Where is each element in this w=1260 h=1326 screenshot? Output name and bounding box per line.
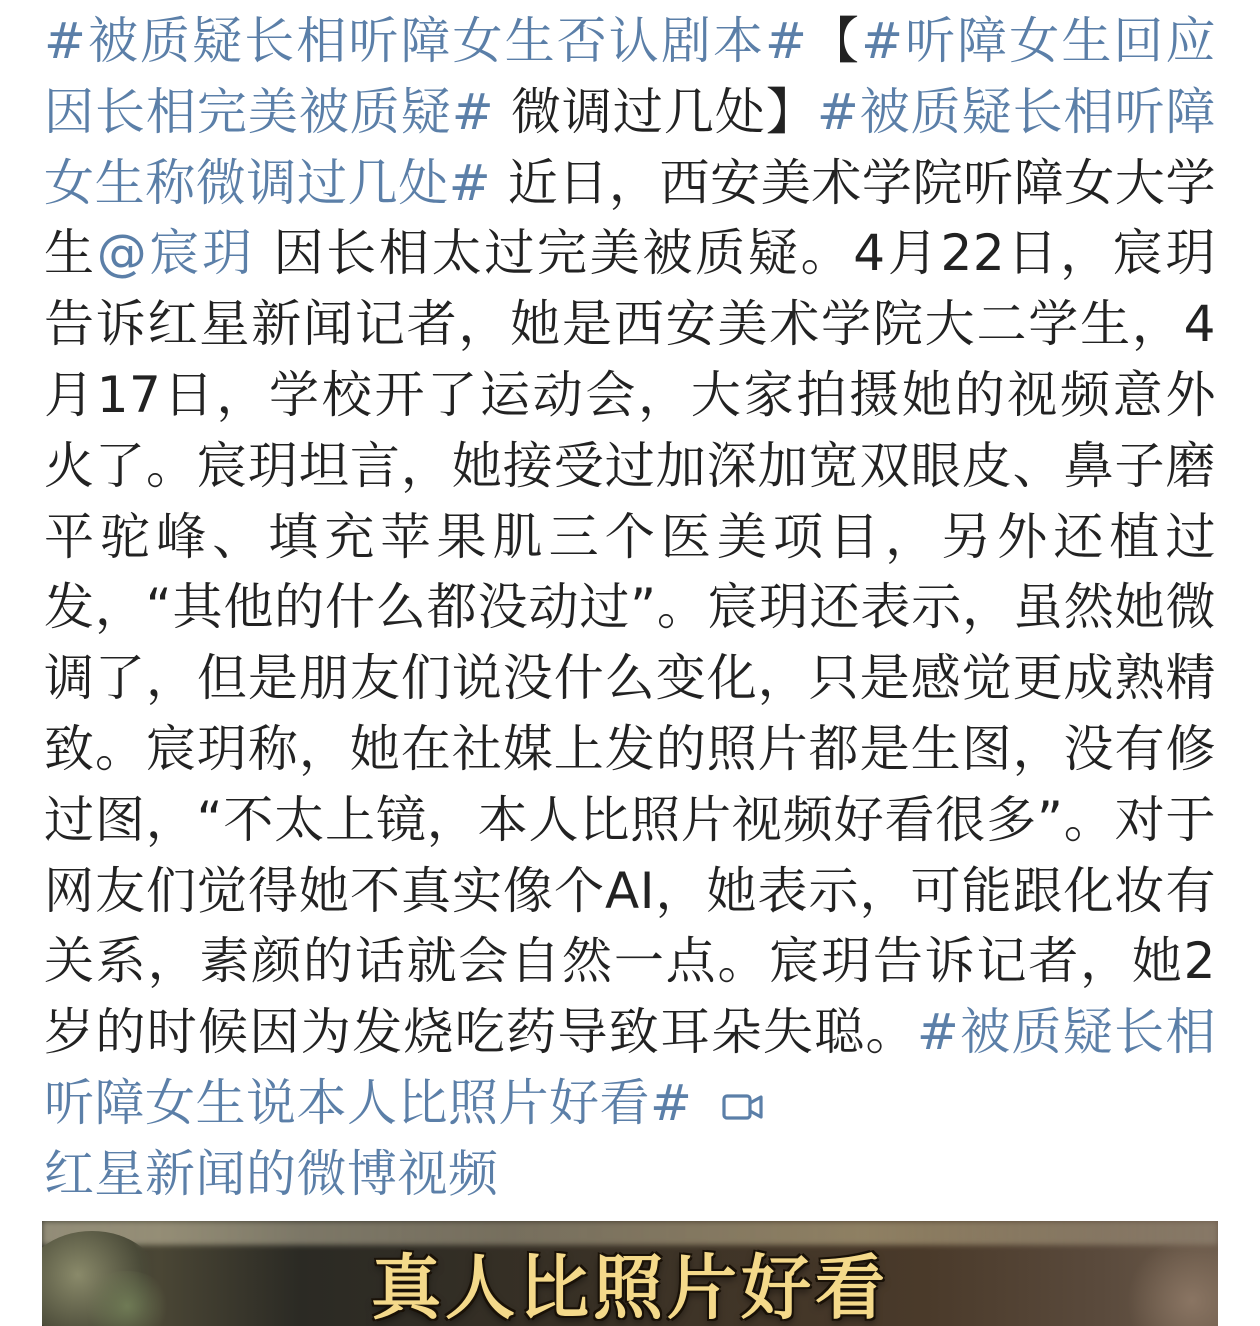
body-text: 近日，西安美术学院听障女大学生 xyxy=(44,153,1216,283)
video-camera-icon[interactable] xyxy=(722,1092,764,1122)
body-text: 因长相太过完美被质疑。4月22日，宸玥告诉红星新闻记者，她是西安美术学院大二学生，4月17日，学校开了运动会，大家拍摄她的视频意外火了。宸玥坦言，她接受过加深加宽双眼皮、鼻子磨平驼峰、填充苹果肌三个医美项目，另外还植过发，“其他的什么都没动过”。宸玥还表示，虽然她微调了，但是朋友们说没什么变化，只是感觉更成熟精致。宸玥称，她在社媒上发的照片都是生图，没有修过图，“不太上镜，本人比照片视频好看很多”。对于网友们觉得她不真实像个AI，她表示，可能跟化妆有关系，素颜的话就会自然一点。宸玥告诉记者，她2岁的时候因为发烧吃药导致耳朵失聪。 xyxy=(44,224,1217,1062)
video-source-link[interactable]: 红星新闻的微博视频 xyxy=(44,1144,499,1203)
video-thumbnail[interactable] xyxy=(42,1221,1218,1326)
title-bracket-open: 【 xyxy=(807,12,862,70)
hashtag-link[interactable]: #听障女生回应因长相完美被质疑# xyxy=(44,12,1216,141)
hashtag-link[interactable]: #被质疑长相听障女生说本人比照片好看# xyxy=(44,1003,1216,1132)
user-mention-link[interactable]: @宸玥 xyxy=(96,224,255,283)
title-text: 微调过几处】 xyxy=(494,82,817,141)
video-caption-text: 真人比照片好看 xyxy=(371,1247,889,1326)
post-text xyxy=(44,6,1216,1210)
thumbnail-overlay-text-strip xyxy=(42,1221,1218,1245)
hashtag-link[interactable]: #被质疑长相听障女生称微调过几处# xyxy=(44,82,1216,212)
hashtag-link[interactable]: #被质疑长相听障女生否认剧本# xyxy=(44,12,808,70)
